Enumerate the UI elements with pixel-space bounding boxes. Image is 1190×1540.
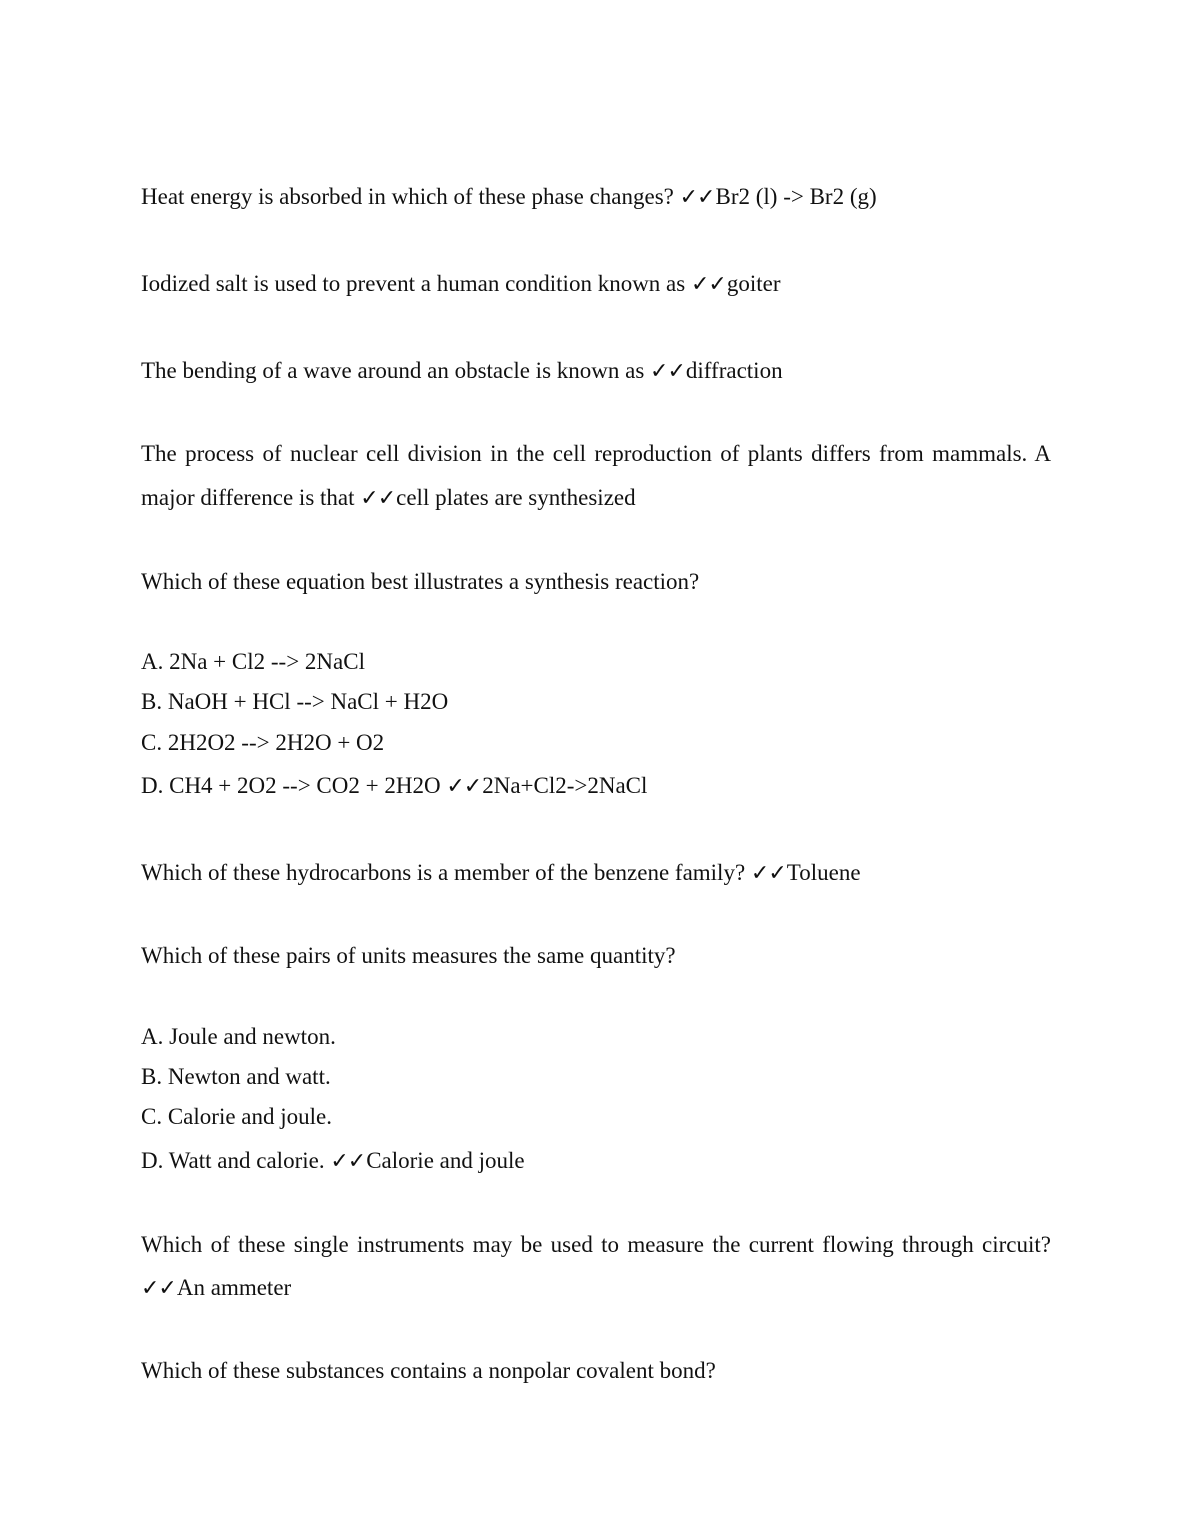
option-a: A. 2Na + Cl2 --> 2NaCl [141, 649, 365, 674]
option-c: C. 2H2O2 --> 2H2O + O2 [141, 730, 385, 755]
option-text: D. CH4 + 2O2 --> CO2 + 2H2O [141, 773, 441, 798]
answer-text: Calorie and joule [366, 1148, 525, 1173]
check-icon: ✓✓ [679, 185, 715, 210]
question-8: Which of these single instruments may be used to measure the current flowing through circuit? [141, 1232, 1051, 1257]
question-text: The bending of a wave around an obstacle is known as [141, 358, 645, 383]
answer-text: cell plates are synthesized [396, 485, 636, 510]
answer-text: diffraction [685, 358, 783, 383]
question-3 [141, 356, 1051, 387]
check-icon: ✓✓ [750, 861, 786, 886]
answer-text: Toluene [786, 860, 861, 885]
check-icon: ✓✓ [690, 272, 726, 297]
check-icon: ✓✓ [360, 486, 396, 511]
question-4-line-2 [141, 483, 1051, 514]
question-text: Which of these hydrocarbons is a member of the benzene family? [141, 860, 746, 885]
question-7: Which of these pairs of units measures the same quantity? [141, 943, 676, 968]
option-c: C. Calorie and joule. [141, 1104, 332, 1129]
option-b: B. Newton and watt. [141, 1064, 331, 1089]
answer-text: 2Na+Cl2->2NaCl [482, 773, 648, 798]
question-9: Which of these substances contains a nonpolar covalent bond? [141, 1358, 716, 1383]
check-icon: ✓✓ [446, 774, 482, 799]
check-icon: ✓✓ [650, 359, 685, 384]
option-d [141, 1146, 1051, 1177]
question-5: Which of these equation best illustrates a synthesis reaction? [141, 569, 700, 594]
question-text: Iodized salt is used to prevent a human condition known as [141, 271, 686, 296]
option-b: B. NaOH + HCl --> NaCl + H2O [141, 689, 449, 714]
check-icon: ✓✓ [330, 1149, 366, 1174]
question-text: Heat energy is absorbed in which of these phase changes? [141, 184, 674, 209]
option-d [141, 771, 1051, 802]
answer-text: Br2 (l) -> Br2 (g) [715, 184, 877, 209]
question-8-answer [141, 1273, 1051, 1304]
question-2 [141, 269, 1051, 300]
answer-text: goiter [726, 271, 781, 296]
option-text: D. Watt and calorie. [141, 1148, 325, 1173]
option-a: A. Joule and newton. [141, 1024, 336, 1049]
question-6 [141, 858, 1051, 889]
check-icon: ✓✓ [141, 1276, 176, 1301]
question-4-line-1: The process of nuclear cell division in the cell reproduction of plants differs from mammals. A [141, 441, 1051, 466]
question-1 [141, 182, 1051, 213]
question-text: major difference is that [141, 485, 355, 510]
answer-text: An ammeter [176, 1275, 292, 1300]
